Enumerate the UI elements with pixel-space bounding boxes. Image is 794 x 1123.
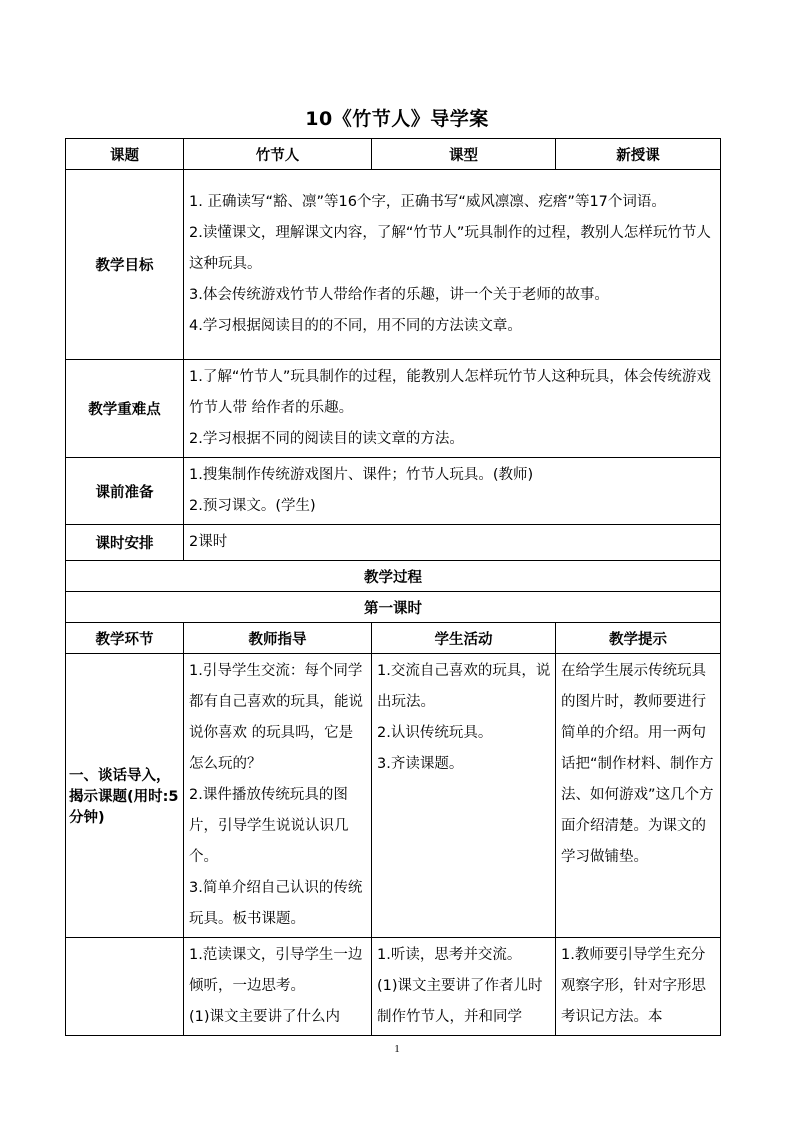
keypoints-row <box>66 360 721 458</box>
column-header: 教学环节 <box>66 623 184 654</box>
teacher-item: 1.范读课文，引导学生一边倾听，一边思考。 <box>189 947 363 994</box>
preparation-row <box>66 458 721 525</box>
goal-item: 2.读懂课文，理解课文内容，了解“竹节人”玩具制作的过程，教别人怎样玩竹节人这种玩具。 <box>189 225 711 272</box>
lesson-plan-table <box>65 138 721 1036</box>
student-item: 1.听读，思考并交流。 <box>377 947 522 963</box>
column-header: 学生活动 <box>372 623 556 654</box>
preparation-item: 1.搜集制作传统游戏图片、课件；竹节人玩具。(教师) <box>189 467 534 483</box>
goal-item: 3.体会传统游戏竹节人带给作者的乐趣，讲一个关于老师的故事。 <box>189 287 609 303</box>
keypoint-item: 1.了解“竹节人”玩具制作的过程，能教别人怎样玩竹节人这种玩具，体会传统游戏竹节人带 给作者的乐趣。 <box>189 369 711 416</box>
schedule-row <box>66 525 721 561</box>
student-item: 1.交流自己喜欢的玩具，说出玩法。 <box>377 663 551 710</box>
student-item: 2.认识传统玩具。 <box>377 725 493 741</box>
step2-name <box>66 938 184 1036</box>
schedule-label: 课时安排 <box>66 525 184 561</box>
page-number: 1 <box>394 1043 400 1055</box>
schedule-value: 2课时 <box>189 534 228 550</box>
topic-value: 竹节人 <box>184 139 372 170</box>
step1-row <box>66 654 721 938</box>
teacher-item: 1.引导学生交流：每个同学都有自己喜欢的玩具，能说说你喜欢 的玩具吗，它是怎么玩的？ <box>189 663 363 772</box>
keypoint-item: 2.学习根据不同的阅读目的读文章的方法。 <box>189 431 464 447</box>
teacher-item: 3.简单介绍自己认识的传统玩具。板书课题。 <box>189 880 363 927</box>
column-header: 教师指导 <box>184 623 372 654</box>
student-item: (1)课文主要讲了作者儿时制作竹节人，并和同学 <box>377 978 543 1025</box>
keypoints-label: 教学重难点 <box>66 360 184 458</box>
process-heading: 教学过程 <box>66 561 721 592</box>
lesson-heading-row <box>66 592 721 623</box>
tip-item: 1.教师要引导学生充分观察字形，针对字形思考识记方法。本 <box>561 947 706 1025</box>
preparation-item: 2.预习课文。(学生) <box>189 498 316 514</box>
type-label: 课型 <box>372 139 556 170</box>
step2-row <box>66 938 721 1036</box>
goals-label: 教学目标 <box>66 170 184 360</box>
student-item: 3.齐读课题。 <box>377 756 464 772</box>
topic-row <box>66 139 721 170</box>
teacher-item: (1)课文主要讲了什么内 <box>189 1009 341 1025</box>
teacher-item: 2.课件播放传统玩具的图片，引导学生说说认识几个。 <box>189 787 349 865</box>
preparation-label: 课前准备 <box>66 458 184 525</box>
column-header-row <box>66 623 721 654</box>
goals-row <box>66 170 721 360</box>
column-header: 教学提示 <box>556 623 721 654</box>
page-title: 10《竹节人》导学案 <box>305 108 489 130</box>
type-value: 新授课 <box>556 139 721 170</box>
topic-label: 课题 <box>66 139 184 170</box>
tip-item: 在给学生展示传统玩具的图片时，教师要进行简单的介绍。用一两句话把“制作材料、制作方法、如何游戏”这几个方面介绍清楚。为课文的学习做铺垫。 <box>561 663 714 865</box>
goal-item: 1. 正确读写“豁、凛”等16个字，正确书写“威风凛凛、疙瘩”等17个词语。 <box>189 194 666 210</box>
lesson-heading: 第一课时 <box>66 592 721 623</box>
goal-item: 4.学习根据阅读目的的不同，用不同的方法读文章。 <box>189 318 522 334</box>
step1-name: 一、谈话导入，揭示课题(用时:5分钟) <box>66 654 184 938</box>
process-heading-row <box>66 561 721 592</box>
